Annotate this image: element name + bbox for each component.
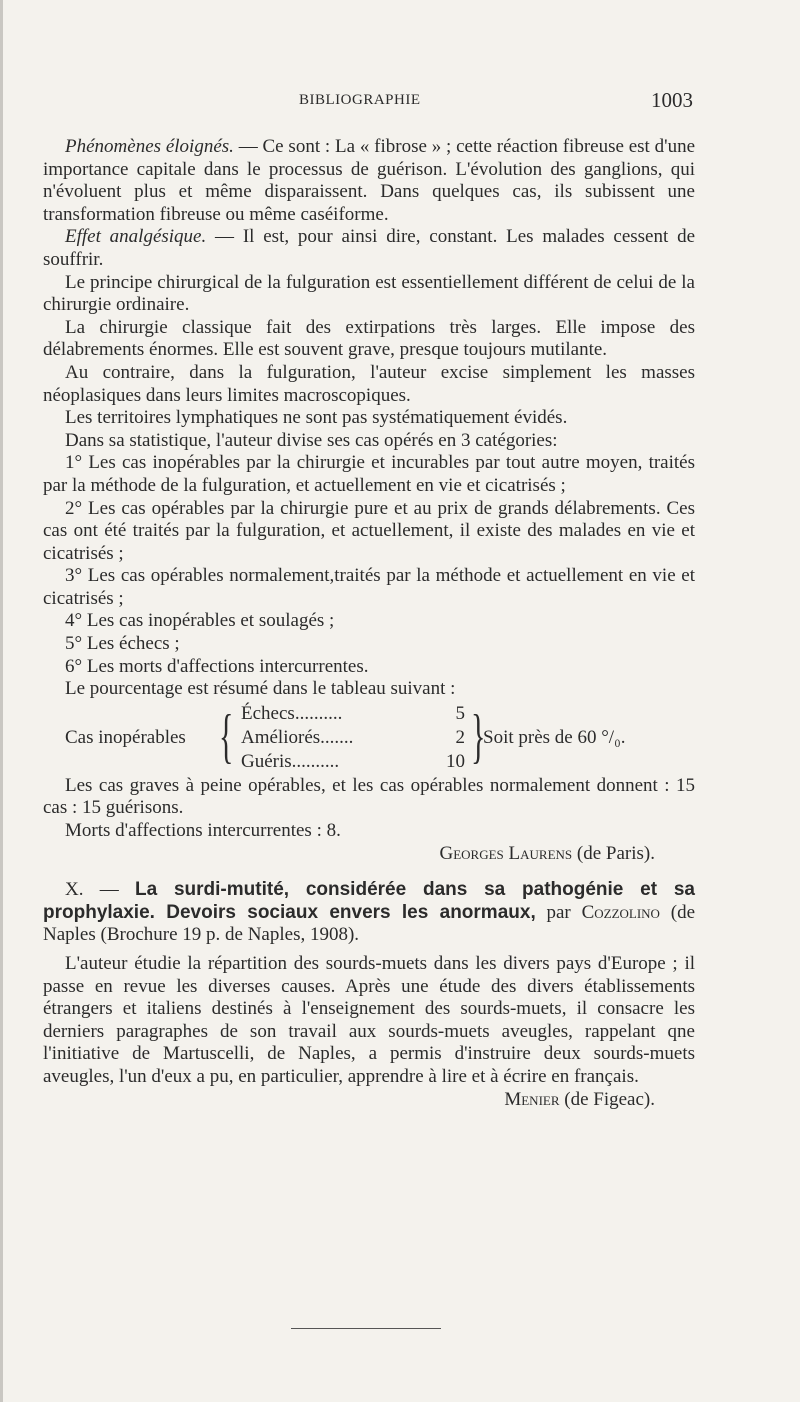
paragraph-text: — Il est, pour ainsi dire, constant. Les malades cessent de souffrir. — [43, 226, 696, 270]
list-item: 1° Les cas inopérables par la chirurgie et incurables par tout autre moyen, traités par la méthode de la fulguration, et actuellement en vie et cicatrisés ; — [43, 452, 695, 496]
row-value: 2 — [455, 726, 465, 748]
list-item: 3° Les cas opérables normalement,traités par la méthode et actuellement en vie et cicatrisés ; — [43, 565, 695, 609]
paragraph: Les territoires lymphatiques ne sont pas systématiquement évidés. — [65, 407, 568, 429]
author-place: (de Paris). — [572, 842, 655, 864]
row-value: 5 — [455, 702, 465, 724]
paragraph: Les cas graves à peine opérables, et les cas opérables normalement donnent : 15 cas : 15 guérisons. — [43, 774, 695, 819]
paragraph — [43, 226, 695, 271]
paragraph: L'auteur étudie la répartition des sourds-muets dans les divers pays d'Europe ; il passe en revue les diverses causes. Après une étude des divers établissements étrangers et italiens destinés à l'enseignement des sourds-muets, il consacre les derniers paragraphes de son travail aux sourds-muets aveugles, rappelant qne l'initiative de Martuscelli, de Naples, a permis d'instruire deux sourds-muets aveugles, l'un d'eux a pu, en particulier, apprendre à lire et à écrire en français. — [43, 953, 695, 1087]
row-name: Échecs.......... — [241, 702, 343, 724]
source-author: Cozzolino — [581, 901, 660, 923]
table-row — [241, 703, 471, 727]
section-number: X. — — [65, 879, 136, 901]
page-number: 1003 — [651, 88, 693, 112]
paragraph-lead: Phénomènes éloignés. — [65, 136, 234, 157]
row-value: 10 — [446, 750, 465, 772]
signature — [43, 1089, 695, 1112]
row-name: Guéris.......... — [241, 750, 340, 772]
source-pre: par — [535, 901, 582, 923]
paragraph: Le principe chirurgical de la fulguration est essentiellement différent de celui de la chirurgie ordinaire. — [43, 271, 695, 316]
table-result: Soit près de 60 °/₀. — [483, 726, 626, 748]
paragraph — [43, 136, 695, 226]
source-post: (de Naples (Brochure 19 p. de Naples, 1908). — [43, 901, 695, 946]
running-title: BIBLIOGRAPHIE — [299, 92, 421, 108]
row-name: Améliorés....... — [241, 726, 354, 748]
author-name: Menier — [504, 1088, 560, 1110]
left-brace: { — [219, 702, 234, 769]
author-place: (de Figeac). — [559, 1088, 655, 1110]
closing-rule — [291, 1328, 441, 1329]
page-header — [3, 88, 800, 118]
author-name: Georges Laurens — [439, 842, 573, 864]
paragraph: Au contraire, dans la fulguration, l'auteur excise simplement les masses néoplasiques dans leurs limites macroscopiques. — [43, 361, 695, 406]
signature — [43, 843, 695, 866]
list-item: 6° Les morts d'affections intercurrentes. — [65, 655, 369, 677]
results-table — [43, 703, 695, 775]
section-heading — [43, 879, 695, 947]
paragraph: La chirurgie classique fait des extirpations très larges. Elle impose des délabrements énormes. Elle est souvent grave, presque toujours mutilante. — [43, 316, 695, 361]
table-row — [241, 751, 471, 775]
paragraph-text: — Ce sont : La « fibrose » ; cette réaction fibreuse est d'une importance capitale dans le processus de guérison. L'évolution des ganglions, qui n'évoluent plus et même disparaissent. Dans quelques cas, ils subissent une transformation fibreuse ou même caséiforme. — [43, 136, 695, 225]
list-item: 5° Les échecs ; — [65, 633, 180, 655]
list-item: 2° Les cas opérables par la chirurgie pure et au prix de grands délabrements. Ces cas ont été traités par la fulguration, et actuellement, il existe des malades en vie et cicatrisés ; — [43, 497, 695, 564]
paragraph: Dans sa statistique, l'auteur divise ses cas opérés en 3 catégories: — [65, 429, 558, 451]
list-item: 4° Les cas inopérables et soulagés ; — [65, 610, 335, 632]
paragraph-lead: Effet analgésique. — [65, 226, 207, 248]
table-label: Cas inopérables — [65, 726, 186, 748]
table-rows — [241, 703, 471, 775]
page-body — [43, 136, 695, 1111]
paragraph: Morts d'affections intercurrentes : 8. — [65, 820, 341, 842]
section-title: La surdi-mutité, considérée dans sa pathogénie et sa prophylaxie. Devoirs sociaux envers les anormaux, — [43, 879, 695, 923]
table-row — [241, 727, 471, 751]
right-brace: } — [471, 702, 486, 769]
paragraph: Le pourcentage est résumé dans le tableau suivant : — [65, 678, 456, 700]
